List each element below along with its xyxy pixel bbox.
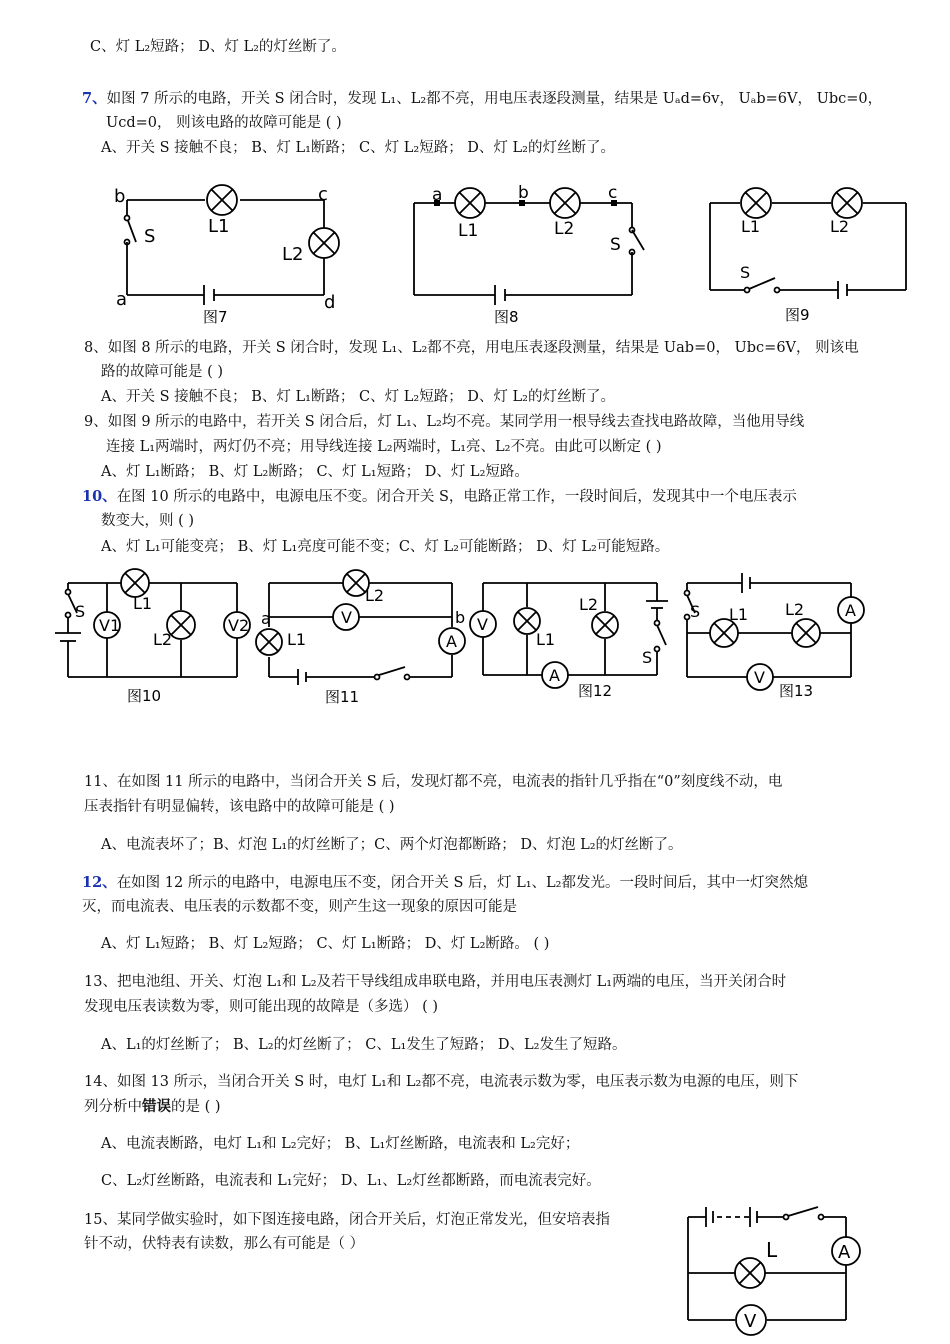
fig13-caption: 图13 bbox=[779, 682, 814, 700]
question-12-text: 在如图 12 所示的电路中，电源电压不变，闭合开关 S 后，灯 L₁、L₂都发光。一段时间后，其中一灯突然熄 bbox=[116, 875, 808, 891]
fig7-caption: 图7 bbox=[203, 308, 228, 326]
fig7-label-c: c bbox=[318, 184, 328, 205]
question-8-options: A、开关 S 接触不良； B、灯 L₁断路； C、灯 L₂短路； D、灯 L₂的灯丝断了。 bbox=[101, 389, 615, 405]
fig9-caption: 图9 bbox=[785, 306, 810, 324]
question-7-line-2: Ucd=0， 则该电路的故障可能是 ( ) bbox=[106, 115, 342, 131]
fig15-label-L: L bbox=[766, 1238, 778, 1262]
question-7-options: A、开关 S 接触不良； B、灯 L₁断路； C、灯 L₂短路； D、灯 L₂的灯丝断了。 bbox=[101, 140, 615, 156]
question-8-line-2: 路的故障可能是 ( ) bbox=[101, 364, 224, 380]
fig15-label-V: V bbox=[744, 1311, 757, 1332]
fig11-label-a: a bbox=[261, 609, 271, 628]
question-13-line-1: 13、把电池组、开关、灯泡 L₁和 L₂及若干导线组成串联电路，并用电压表测灯 L₁两端的电压，当开关闭合时 bbox=[84, 974, 787, 990]
fig12-caption: 图12 bbox=[578, 682, 613, 700]
question-10-text: 在图 10 所示的电路中，电源电压不变。闭合开关 S，电路正常工作，一段时间后，发现其中一个电压表示 bbox=[116, 489, 797, 505]
fig8-caption: 图8 bbox=[494, 308, 519, 326]
fig10-label-L2: L2 bbox=[153, 630, 173, 649]
question-14-text-pre: 列分析中 bbox=[84, 1099, 142, 1115]
fig8-label-S: S bbox=[610, 235, 621, 255]
question-11-options: A、电流表坏了；B、灯泡 L₁的灯丝断了；C、两个灯泡都断路； D、灯泡 L₂的灯丝断了。 bbox=[101, 837, 683, 853]
figure-13-circuit bbox=[675, 565, 875, 710]
question-15-line-1: 15、某同学做实验时，如下图连接电路，闭合开关后，灯泡正常发光，但安培表指 bbox=[84, 1212, 610, 1228]
fig9-label-S: S bbox=[740, 263, 751, 282]
figure-12-circuit bbox=[470, 565, 685, 710]
question-14-line-2 bbox=[84, 1098, 221, 1116]
fig13-label-S: S bbox=[690, 602, 701, 621]
question-9-options: A、灯 L₁断路； B、灯 L₂断路； C、灯 L₁短路； D、灯 L₂短路。 bbox=[101, 464, 529, 480]
fig7-label-S: S bbox=[144, 226, 156, 247]
question-7-number: 7、 bbox=[82, 90, 107, 107]
figure-11-circuit bbox=[255, 565, 475, 710]
question-12-number: 12、 bbox=[82, 874, 117, 891]
fig12-label-L2: L2 bbox=[579, 595, 599, 614]
fig12-label-V: V bbox=[477, 615, 488, 634]
fig11-caption: 图11 bbox=[325, 688, 360, 706]
question-12-options: A、灯 L₁短路； B、灯 L₂短路； C、灯 L₁断路； D、灯 L₂断路。 ( ) bbox=[101, 936, 550, 952]
question-14-emphasis: 错误 bbox=[142, 1098, 171, 1115]
fig7-label-a: a bbox=[116, 289, 128, 310]
question-7-line-1 bbox=[82, 90, 882, 108]
fig10-label-V1: V1 bbox=[99, 616, 121, 635]
question-14-line-1: 14、如图 13 所示，当闭合开关 S 时，电灯 L₁和 L₂都不亮，电流表示数为零，电压表示数为电源的电压，则下 bbox=[84, 1074, 799, 1090]
fig8-label-a: a bbox=[432, 185, 443, 205]
question-13-line-2: 发现电压表读数为零，则可能出现的故障是（多选） ( ) bbox=[84, 999, 439, 1015]
fig9-label-L2: L2 bbox=[830, 217, 850, 236]
question-9-line-2: 连接 L₁两端时，两灯仍不亮；用导线连接 L₂两端时，L₁亮、L₂不亮。由此可以断定 ( ) bbox=[106, 439, 662, 455]
figure-10-circuit bbox=[45, 565, 270, 710]
question-11-line-1: 11、在如图 11 所示的电路中，当闭合开关 S 后，发现灯都不亮，电流表的指针几乎指在“0”刻度线不动，电 bbox=[84, 774, 783, 790]
question-10-options: A、灯 L₁可能变亮； B、灯 L₁亮度可能不变；C、灯 L₂可能断路； D、灯 L₂可能短路。 bbox=[101, 539, 670, 555]
fig11-label-L1: L1 bbox=[287, 630, 307, 649]
question-8-line-1: 8、如图 8 所示的电路，开关 S 闭合时，发现 L₁、L₂都不亮，用电压表逐段测量，结果是 Uab=0， Ubc=6V， 则该电 bbox=[84, 340, 859, 356]
fig7-label-L1: L1 bbox=[208, 216, 230, 237]
question-12-line-2: 灭，而电流表、电压表的示数都不变，则产生这一现象的原因可能是 bbox=[82, 899, 517, 915]
question-13-options: A、L₁的灯丝断了； B、L₂的灯丝断了； C、L₁发生了短路； D、L₂发生了短路。 bbox=[101, 1037, 627, 1053]
fig11-label-V: V bbox=[341, 608, 352, 627]
fig13-label-L1: L1 bbox=[729, 605, 749, 624]
fig11-label-b: b bbox=[455, 608, 466, 627]
fig7-label-d: d bbox=[324, 292, 336, 313]
fig8-label-c: c bbox=[608, 183, 618, 203]
fig12-label-L1: L1 bbox=[536, 630, 556, 649]
figure-9-circuit bbox=[700, 180, 920, 330]
question-10-line-2: 数变大，则 ( ) bbox=[101, 513, 195, 529]
option-line-q6: C、灯 L₂短路； D、灯 L₂的灯丝断了。 bbox=[90, 39, 346, 55]
fig11-label-A: A bbox=[446, 632, 457, 651]
fig12-label-A: A bbox=[549, 666, 560, 685]
fig8-label-L1: L1 bbox=[458, 221, 479, 241]
fig12-label-S: S bbox=[642, 648, 653, 667]
fig8-label-L2: L2 bbox=[554, 219, 575, 239]
fig10-label-L1: L1 bbox=[133, 594, 153, 613]
question-7-text: 如图 7 所示的电路，开关 S 闭合时，发现 L₁、L₂都不亮，用电压表逐段测量，结果是 Uₐd=6v， Uₐb=6V， Ubc=0， bbox=[106, 91, 883, 107]
question-14-text-post: 的是 ( ) bbox=[171, 1099, 221, 1115]
question-12-line-1 bbox=[82, 874, 808, 892]
question-9-line-1: 9、如图 9 所示的电路中，若开关 S 闭合后，灯 L₁、L₂均不亮。某同学用一根导线去查找电路故障，当他用导线 bbox=[84, 414, 805, 430]
fig13-label-A: A bbox=[845, 601, 856, 620]
fig10-label-V2: V2 bbox=[228, 616, 250, 635]
question-10-number: 10、 bbox=[82, 488, 117, 505]
figure-8-circuit bbox=[400, 180, 660, 330]
fig7-label-b: b bbox=[114, 186, 126, 207]
fig11-label-L2: L2 bbox=[365, 586, 385, 605]
fig10-label-S: S bbox=[75, 602, 86, 621]
fig7-label-L2: L2 bbox=[282, 244, 304, 265]
question-10-line-1 bbox=[82, 488, 797, 506]
question-14-options-1: A、电流表断路，电灯 L₁和 L₂完好； B、L₁灯丝断路，电流表和 L₂完好； bbox=[101, 1136, 580, 1152]
fig9-label-L1: L1 bbox=[741, 217, 761, 236]
fig15-label-A: A bbox=[838, 1242, 851, 1263]
question-11-line-2: 压表指针有明显偏转，该电路中的故障可能是 ( ) bbox=[84, 799, 395, 815]
fig8-label-b: b bbox=[518, 183, 529, 203]
fig13-label-L2: L2 bbox=[785, 600, 805, 619]
fig13-label-V: V bbox=[754, 668, 765, 687]
question-15-line-2: 针不动，伏特表有读数，那么有可能是（ ） bbox=[84, 1236, 365, 1252]
figure-7-circuit bbox=[100, 180, 360, 330]
question-14-options-2: C、L₂灯丝断路，电流表和 L₁完好； D、L₁、L₂灯丝都断路，而电流表完好。 bbox=[101, 1173, 601, 1189]
figure-15-circuit bbox=[680, 1195, 870, 1344]
fig10-caption: 图10 bbox=[127, 687, 162, 705]
